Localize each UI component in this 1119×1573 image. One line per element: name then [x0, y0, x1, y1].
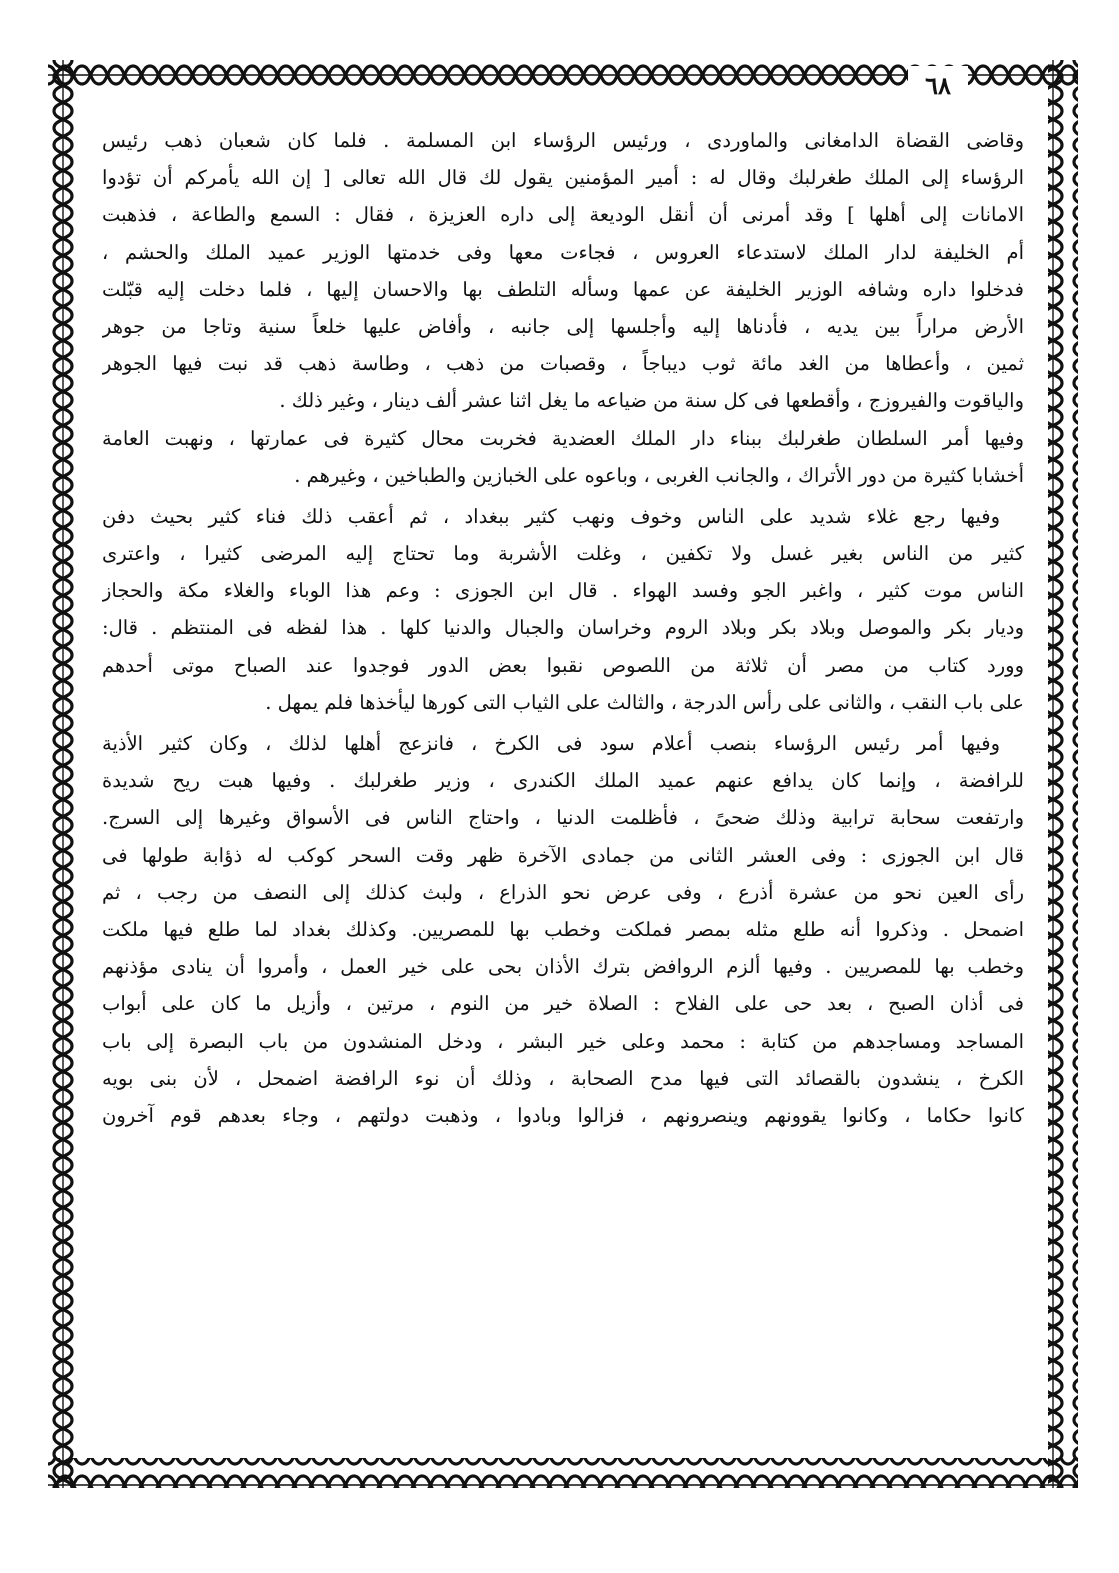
text-line: الأرض مراراً بين يديه ، فأدناها إليه وأجلسها إلى جانبه ، وأفاض عليها خلعاً سنية وتاجا من جوهر	[102, 314, 1024, 338]
text-line: وفيها رجع غلاء شديد على الناس وخوف ونهب كثير ببغداد ، ثم أعقب ذلك فناء كثير بحيث دفن	[102, 504, 1000, 528]
text-line: أم الخليفة لدار الملك لاستدعاء العروس ، فجاءت معها وفى خدمتها الوزير عميد الملك والحشم ،	[102, 240, 1024, 264]
text-line: الرؤساء إلى الملك طغرلبك وقال له : أمير المؤمنين يقول لك قال الله تعالى [ إن الله يأمركم أن تؤدوا	[102, 166, 1024, 190]
page-text	[102, 122, 1024, 1462]
text-line: المساجد ومساجدهم من كتابة : محمد وعلى خير البشر ، ودخل المنشدون من باب البصرة إلى باب	[102, 1029, 1024, 1053]
paragraph	[102, 498, 1024, 721]
text-line: الناس موت كثير ، واغبر الجو وفسد الهواء . قال ابن الجوزى : وعم هذا الوباء والغلاء مكة والحجاز	[102, 579, 1024, 603]
text-line: وديار بكر والموصل وبلاد بكر وبلاد الروم وخراسان والجبال والدنيا كلها . هذا لفظه فى المنتظم . قال:	[102, 616, 1024, 640]
page-number: ٦٨	[908, 66, 968, 106]
paragraph	[102, 420, 1024, 494]
text-line: وقاضى القضاة الدامغانى والماوردى ، ورئيس الرؤساء ابن المسلمة . فلما كان شعبان ذهب رئيس	[102, 129, 1024, 152]
text-line: الكرخ ، ينشدون بالقصائد التى فيها مدح الصحابة ، وذلك أن نوء الرافضة اضمحل ، لأن بنى بويه	[102, 1066, 1024, 1090]
text-line: الامانات إلى أهلها ] وقد أمرنى أن أنقل الوديعة إلى داره العزيزة ، فقال : السمع والطاعة ، فذهبت	[102, 203, 1024, 227]
text-line: قال ابن الجوزى : وفى العشر الثانى من جمادى الآخرة ظهر وقت السحر كوكب له ذؤابة طولها فى	[102, 843, 1024, 867]
text-line: والياقوت والفيروزج ، وأقطعها فى كل سنة من ضياعه ما يغل اثنا عشر ألف دينار ، وغير ذلك .	[279, 389, 1024, 413]
text-line: وخطب بها للمصريين . وفيها ألزم الروافض بترك الأذان بحى على خير العمل ، وأمروا أن ينادى مؤذنهم	[102, 955, 1024, 979]
text-line: فى أذان الصبح ، بعد حى على الفلاح : الصلاة خير من النوم ، مرتين ، وأزيل ما كان على أبواب	[102, 992, 1024, 1016]
border-bottom	[48, 1458, 1078, 1488]
paragraph	[102, 725, 1024, 1134]
border-right	[1048, 60, 1078, 1488]
text-line: اضمحل . وذكروا أنه طلع مثله بمصر فملكت وخطب بها للمصريين. وكذلك بغداد لما طلع فيها ملكت	[102, 917, 1024, 941]
text-line: وفيها أمر رئيس الرؤساء بنصب أعلام سود فى الكرخ ، فانزعج أهلها لذلك ، وكان كثير الأذية	[102, 732, 1000, 755]
text-line: رأى العين نحو من عشرة أذرع ، وفى عرض نحو الذراع ، ولبث كذلك إلى النصف من رجب ، ثم	[102, 880, 1024, 904]
text-line: على باب النقب ، والثانى على رأس الدرجة ، والثالث على الثياب التى كورها ليأخذها فلم يمهل .	[265, 690, 1024, 714]
text-line: فدخلوا داره وشافه الوزير الخليفة عن عمها وسأله التلطف بها والاحسان إليها ، فلما دخلت إليه قبّلت	[102, 277, 1024, 301]
text-line: كانوا حكاما ، وكانوا يقوونهم وينصرونهم ، فزالوا وبادوا ، وذهبت دولتهم ، وجاء بعدهم قوم آخرون	[102, 1103, 1024, 1127]
paragraph	[102, 122, 1024, 420]
text-line: وارتفعت سحابة ترابية وذلك ضحىً ، فأظلمت الدنيا ، واحتاج الناس فى الأسواق وغيرها إلى السرج.	[102, 806, 1024, 830]
text-line: للرافضة ، وإنما كان يدافع عنهم عميد الملك الكندرى ، وزير طغرلبك . وفيها هبت ريح شديدة	[102, 769, 1024, 793]
text-line: ثمين ، وأعطاها من الغد مائة ثوب ديباجاً ، وقصبات من ذهب ، وطاسة ذهب قد نبت فيها الجوهر	[102, 352, 1024, 376]
text-line: كثير من الناس بغير غسل ولا تكفين ، وغلت الأشربة وما تحتاج إليه المرضى كثيرا ، واعترى	[102, 542, 1024, 566]
text-line: أخشابا كثيرة من دور الأتراك ، والجانب الغربى ، وباعوه على الخبازين والطباخين ، وغيرهم .	[294, 463, 1024, 487]
text-line: وورد كتاب من مصر أن ثلاثة من اللصوص نقبوا بعض الدور فوجدوا عند الصباح موتى أحدهم	[102, 653, 1024, 677]
text-line: وفيها أمر السلطان طغرلبك ببناء دار الملك العضدية فخربت محال كثيرة فى عمارتها ، ونهبت العامة	[102, 426, 1024, 450]
border-left	[48, 60, 78, 1488]
page-frame	[48, 60, 1078, 1500]
